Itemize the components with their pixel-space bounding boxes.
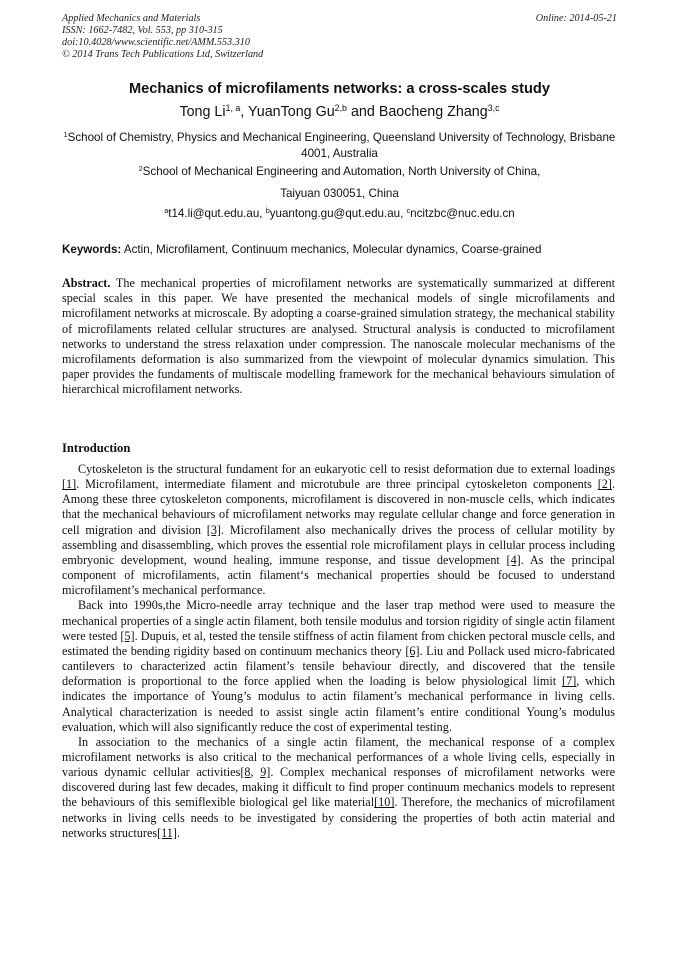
journal-header bbox=[62, 13, 617, 61]
email-superscript: c bbox=[406, 206, 411, 216]
citation-link[interactable]: 9] bbox=[260, 765, 271, 780]
keywords bbox=[62, 242, 617, 258]
affiliation-superscript: 2 bbox=[138, 164, 143, 174]
affiliation-text: School of Mechanical Engineering and Automation, North University of China, bbox=[142, 165, 541, 178]
journal-issn: ISSN: 1662-7482, Vol. 553, pp 310-315 bbox=[62, 25, 223, 36]
citation-link[interactable]: [3] bbox=[206, 522, 221, 537]
paragraph-text: . Complex mechanical responses of microfilament networks were discovered during last few decades, making it difficult to find proper continuum mechanics models to represent the behaviours of this semiflexible biological gel like material bbox=[62, 765, 616, 810]
abstract bbox=[62, 276, 615, 398]
citation-link[interactable]: [10] bbox=[374, 795, 395, 810]
keywords-text: Actin, Microfilament, Continuum mechanics, Molecular dynamics, Coarse-grained bbox=[121, 243, 542, 256]
affiliation-superscript: 1 bbox=[63, 130, 68, 140]
abstract-text: The mechanical properties of microfilament networks are systematically summarized at different special scales in this paper. We have presented the mechanical models of single microfilaments and microfilament networks at microscale. By adopting a coarse-grained simulation strategy, the mechanical stability of microfilaments related cellular structures are analysed. Structural analysis is conducted to microfilament networks to understand the stress relaxation under compression. The nanoscale molecular mechanisms of the microfilaments deformation is also summarized from the viewpoint of molecular dynamics simulation. This paper provides the fundaments of multiscale modelling framework for the mechanical behaviours simulation of hierarchical microfilament networks. bbox=[62, 276, 615, 397]
paragraph-text: . Therefore, the mechanics of microfilament networks in living cells needs to be investigated by considering the properties of both actin material and networks structures bbox=[62, 795, 616, 840]
paragraph-text: , which indicates the importance of Young’s modulus to actin filament’s mechanical performance in living cells. Analytical characterization is needed to assist single actin filament’s entire conditional Young’s modulus evaluation, which will also significantly reduce the cost of experimental testing. bbox=[62, 674, 615, 734]
author-superscript: 3,c bbox=[487, 103, 500, 114]
journal-name: Applied Mechanics and Materials bbox=[62, 13, 201, 24]
paragraph-text: . Liu and Pollack used micro-fabricated cantilevers to characterized actin filament’s tensile behaviour directly, and discovered that the tensile deformation is proportional to the force applied when the loading is below physiological limit bbox=[62, 643, 615, 689]
email-superscript: b bbox=[265, 206, 270, 216]
paragraph-text: . As the principal component of microfilaments, actin filament‘s mechanical properties should be focused to understand microfilament’s mechanical performance. bbox=[62, 552, 615, 598]
paragraph-text: . Microfilament also mechanically drives the process of cellular motility by assembling and disassembling, which proves the essential role microfilament plays in cellular process including embryonic development, wound healing, immune response, and tissue development bbox=[62, 522, 615, 567]
online-date: Online: 2014-05-21 bbox=[535, 13, 617, 24]
email-address: yuantong.gu@qut.edu.au, bbox=[269, 207, 407, 220]
author-name: YuanTong Gu bbox=[248, 104, 335, 120]
journal-doi: doi:10.4028/www.scientific.net/AMM.553.310 bbox=[62, 37, 250, 48]
journal-copyright: © 2014 Trans Tech Publications Ltd, Switzerland bbox=[62, 49, 264, 60]
paragraph-text: . Microfilament, intermediate filament and microtubule are three principal cytoskeleton components bbox=[76, 477, 598, 492]
author-superscript: 2,b bbox=[334, 103, 347, 114]
citation-link[interactable]: [2] bbox=[597, 477, 612, 492]
email-superscript: a bbox=[164, 206, 169, 216]
citation-link[interactable]: [8 bbox=[240, 765, 251, 780]
citation-link[interactable]: [5] bbox=[120, 628, 135, 643]
affiliation-2 bbox=[62, 164, 617, 180]
citation-link[interactable]: [7] bbox=[562, 674, 577, 689]
paragraph-text: . bbox=[176, 825, 181, 840]
author-superscript: 1, a bbox=[225, 103, 241, 114]
paragraph-text: In association to the mechanics of a single actin filament, the mechanical response of a complex microfilament networks is also critical to the mechanical performances of a whole living cells, especially in various dynamic cellular activities bbox=[62, 734, 615, 780]
paragraph-text: . Among these three cytoskeleton components, microfilament is discovered in non-muscle cells, which indicates that the mechanical behaviours of microfilament networks may regulate cellular change and force generation in cell migration and division bbox=[62, 477, 615, 537]
paragraph-text: . Dupuis, et al, tested the tensile stiffness of actin filament from chicken pectoral muscle cells, and estimated the bending rigidity based on continuum mechanics theory bbox=[62, 628, 615, 658]
email-line bbox=[62, 206, 617, 222]
citation-link[interactable]: [4] bbox=[506, 552, 521, 567]
email-address: ncitzbc@nuc.edu.cn bbox=[410, 207, 515, 220]
paper-title: Mechanics of microfilaments networks: a cross-scales study bbox=[129, 81, 550, 97]
section-heading-introduction: Introduction bbox=[62, 441, 131, 455]
paragraph bbox=[62, 735, 615, 841]
paragraph bbox=[62, 598, 615, 734]
introduction-body bbox=[62, 462, 615, 841]
author-name: Baocheng Zhang bbox=[378, 104, 488, 120]
affiliation-text: School of Chemistry, Physics and Mechanical Engineering, Queensland University of Technology, Brisbane 4001, Australia bbox=[67, 131, 616, 160]
citation-link[interactable]: [1] bbox=[62, 477, 77, 492]
author-line bbox=[62, 103, 617, 121]
author-separator: and bbox=[347, 104, 379, 120]
paragraph bbox=[62, 462, 615, 598]
citation-link[interactable]: [6] bbox=[405, 643, 420, 658]
author-separator: , bbox=[240, 104, 249, 120]
paragraph-text: , bbox=[250, 765, 261, 780]
abstract-label: Abstract. bbox=[62, 276, 111, 290]
citation-link[interactable]: [11] bbox=[157, 825, 177, 840]
keywords-label: Keywords: bbox=[62, 243, 122, 256]
affiliation-1 bbox=[62, 130, 617, 162]
paragraph-text: Cytoskeleton is the structural fundament for an eukaryotic cell to resist deformation due to external loadings bbox=[78, 462, 615, 476]
email-address: t14.li@qut.edu.au, bbox=[168, 207, 266, 220]
author-name: Tong Li bbox=[179, 104, 226, 120]
paragraph-text: Back into 1990s,the Micro-needle array technique and the laser trap method were used to measure the mechanical properties of a single actin filament, both tensile modulus and torsion rigidity of single actin filament were tested bbox=[62, 598, 615, 643]
affiliation-2-city: Taiyuan 030051, China bbox=[280, 187, 399, 200]
journal-info bbox=[62, 13, 617, 61]
